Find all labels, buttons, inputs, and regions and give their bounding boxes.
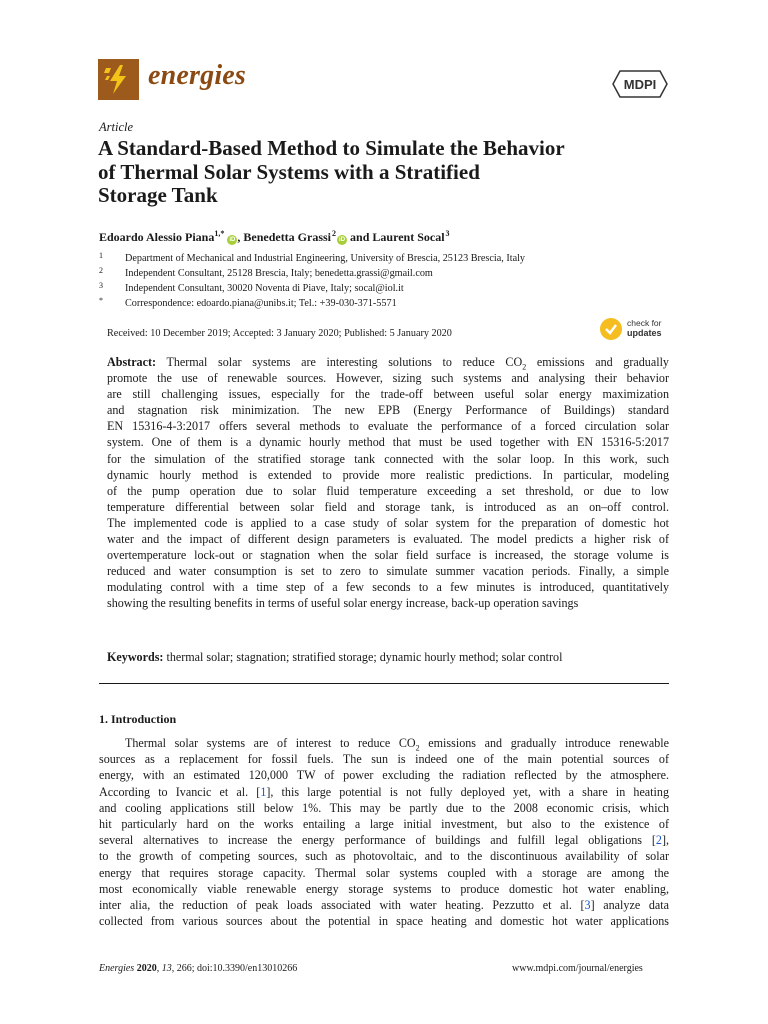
check-updates-icon bbox=[600, 318, 622, 340]
author-affiliation-mark: 2 bbox=[332, 229, 337, 238]
author-separator: , bbox=[237, 230, 244, 244]
abstract-line: of the pump operation due to solar fluid temperature exceeding a set threshold, or due to low bbox=[107, 483, 669, 498]
abstract-line: reduced and water consumption is set to zero to simulate summer vacation periods. Finally, a simple bbox=[107, 564, 669, 579]
citation-footer: Energies 2020, 13, 266; doi:10.3390/en13010266 bbox=[99, 963, 298, 974]
mdpi-logo bbox=[612, 70, 668, 98]
abstract-label: Abstract: bbox=[107, 355, 157, 369]
title-line: of Thermal Solar Systems with a Stratified bbox=[98, 159, 480, 184]
body-line: Thermal solar systems are of interest to reduce $CO_2$ emissions and gradually introduce renewable bbox=[125, 736, 669, 753]
body-line: inter alia, the reduction of peak loads associated with water heating. Pezzutto et al. [3] analyze data bbox=[99, 898, 669, 913]
title-line: A Standard-Based Method to Simulate the Behavior bbox=[98, 136, 565, 160]
abstract-line: system. One of them is a dynamic hourly method that must be used together with EN 15316-5:2017 bbox=[107, 435, 669, 450]
journal-logo-icon bbox=[98, 59, 139, 100]
author-name[interactable]: Benedetta Grassi bbox=[243, 230, 332, 244]
keywords bbox=[107, 650, 562, 665]
correspondence: * Correspondence: edoardo.piana@unibs.it; Tel.: +39-030-371-5571 bbox=[99, 296, 397, 309]
body-line: and cooling applications still below 1%. This may be partly due to the 2008 economic crisis, which bbox=[99, 800, 669, 815]
citation-link[interactable]: 3 bbox=[584, 898, 591, 913]
author-separator: and bbox=[347, 230, 373, 244]
check-updates-line: check for bbox=[627, 318, 662, 328]
body-line: hit particularly hard on the works entailing a large initial investment, but also to the existence of bbox=[99, 817, 669, 832]
author-name[interactable]: Edoardo Alessio Piana bbox=[99, 230, 215, 244]
abstract-line: The implemented code is applied to a case study of solar system for the preparation of domestic hot bbox=[107, 515, 669, 530]
title-line: Storage Tank bbox=[98, 183, 218, 207]
section-divider bbox=[99, 683, 669, 684]
affiliation: 1 Department of Mechanical and Industrial Engineering, University of Brescia, 25123 Brescia, Italy bbox=[99, 251, 526, 264]
abstract-line: Abstract: Thermal solar systems are interesting solutions to reduce $CO_2$ emissions and gradually bbox=[107, 355, 669, 372]
abstract-line: promote the use of renewable sources. However, sizing such systems and analysing their behavior bbox=[107, 371, 669, 386]
check-for-updates-button[interactable] bbox=[600, 318, 670, 342]
article-type: Article bbox=[99, 120, 134, 134]
body-line: to the growth of competing sources, such as photovoltaic, and to the discontinuous availability of solar bbox=[99, 849, 669, 864]
abstract-line: water and the impact of different design parameters is evaluated. The model predicts a higher risk of bbox=[107, 532, 669, 547]
keywords-text: thermal solar; stagnation; stratified storage; dynamic hourly method; solar control bbox=[163, 650, 563, 664]
abstract-line: are still challenging issues, especially for the trade-off between useful solar energy maximization bbox=[107, 387, 669, 402]
author-list bbox=[99, 229, 450, 245]
abstract-line: modulating control with a time step of a few seconds to a few minutes is introduced, quantitatively bbox=[107, 580, 669, 595]
orcid-icon[interactable]: iD bbox=[339, 237, 346, 243]
body-line: collected from various sources about the potential in space heating and domestic hot water applications bbox=[99, 914, 669, 929]
publication-dates: Received: 10 December 2019; Accepted: 3 January 2020; Published: 5 January 2020 bbox=[107, 328, 452, 339]
abstract-line: and stagnation risk minimization. The new EPB (Energy Performance of Buildings) standard bbox=[107, 403, 669, 418]
citation-link[interactable]: 1 bbox=[260, 784, 267, 799]
author-name[interactable]: Laurent Socal bbox=[372, 230, 445, 244]
abstract-line: overtemperature lock-out or stagnation when the solar field surface is increased, the storage volume is bbox=[107, 548, 669, 563]
citation-link[interactable]: 2 bbox=[655, 833, 662, 848]
author-affiliation-mark: 1,* bbox=[214, 229, 225, 238]
abstract-line: temperature differential between solar field and storage tank, is introduced as an on–off control. bbox=[107, 499, 669, 514]
body-line: energy, with an estimated 120,000 TW of power excluding the radiation reflected by the atmosphere. bbox=[99, 768, 669, 783]
section-heading: 1. Introduction bbox=[99, 712, 177, 726]
abstract-line: for the simulation of the stratified storage tank connected with the solar loop. In this work, such bbox=[107, 451, 669, 466]
body-line: According to Ivancic et al. [1], this large potential is not fully deployed yet, with a share in heating bbox=[99, 784, 669, 799]
abstract-line: showing the resulting benefits in terms of useful solar energy increase, back-up operation savings bbox=[107, 596, 579, 611]
check-updates-line: updates bbox=[627, 327, 662, 338]
article-title bbox=[98, 137, 698, 208]
publisher-name: MDPI bbox=[623, 77, 657, 92]
journal-url-link[interactable]: www.mdpi.com/journal/energies bbox=[512, 963, 643, 974]
abstract-line: dynamic hourly method is extended to provide more realistic predictions. In particular, modeling bbox=[107, 467, 669, 482]
keywords-label: Keywords: bbox=[107, 650, 164, 664]
affiliation: 2 Independent Consultant, 25128 Brescia, Italy; benedetta.grassi@gmail.com bbox=[99, 266, 433, 279]
abstract-line: EN 15316-4-3:2017 offers several methods to evaluate the performance of a forced circulation solar bbox=[107, 419, 669, 434]
affiliation: 3 Independent Consultant, 30020 Noventa di Piave, Italy; socal@iol.it bbox=[99, 281, 404, 294]
author-affiliation-mark: 3 bbox=[445, 229, 450, 238]
body-line: most economically viable renewable energy storage systems to produce domestic hot water enabling, bbox=[99, 881, 669, 896]
abstract bbox=[107, 354, 669, 612]
journal-name: energies bbox=[148, 60, 247, 91]
body-line: energy that requires storage capacity. Thermal solar systems coupled with a storage are among the bbox=[99, 865, 669, 880]
body-line: sources as a replacement for fossil fuels. The sun is indeed one of the main potential sources of bbox=[99, 752, 669, 767]
orcid-icon[interactable]: iD bbox=[229, 237, 236, 243]
body-line: several alternatives to increase the energy performance of buildings and fulfill legal obligations [2], bbox=[99, 833, 669, 848]
introduction-body bbox=[99, 735, 669, 929]
